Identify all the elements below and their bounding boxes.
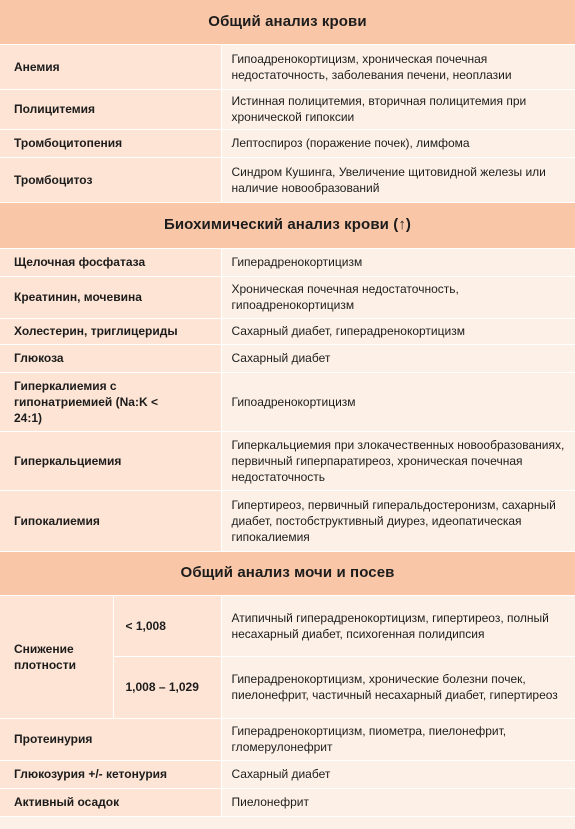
table-row-creatinine xyxy=(0,276,575,318)
table-row-hyperkalemia xyxy=(0,372,575,431)
row-label: Гиперкальциемия xyxy=(0,431,221,490)
row-value: Гиперадренокортицизм xyxy=(221,248,575,276)
row-value: Синдром Кушинга, Увеличение щитовидной железы или наличие новообразований xyxy=(221,157,575,202)
density-range: 1,008 – 1,029 xyxy=(113,656,221,718)
row-value: Гипоадренокортицизм xyxy=(221,372,575,431)
row-label: Гипокалиемия xyxy=(0,490,221,551)
row-label: Холестерин, триглицериды xyxy=(0,318,221,344)
row-value: Сахарный диабет, гиперадренокортицизм xyxy=(221,318,575,344)
table-row-glucosuria xyxy=(0,760,575,788)
row-value: Сахарный диабет xyxy=(221,760,575,788)
row-value: Атипичный гиперадренокортицизм, гипертиреоз, полный несахарный диабет, психогенная полидипсия xyxy=(221,595,575,656)
table-row-hypercalcemia xyxy=(0,431,575,490)
table-row-alkaline-phosphatase xyxy=(0,248,575,276)
table-row-thrombocytopenia xyxy=(0,129,575,157)
section-title-urine: Общий анализ мочи и посев xyxy=(0,551,575,595)
table-row-anemia xyxy=(0,44,575,89)
row-label: Щелочная фосфатаза xyxy=(0,248,221,276)
table-row-thrombocytosis xyxy=(0,157,575,202)
table-row-cholesterol xyxy=(0,318,575,344)
row-label: Тромбоцитопения xyxy=(0,129,221,157)
row-value: Гипоадренокортицизм, хроническая почечная недостаточность, заболевания печени, неоплазии xyxy=(221,44,575,89)
table-row-proteinuria xyxy=(0,718,575,760)
row-label: Полицитемия xyxy=(0,89,221,129)
row-label: Анемия xyxy=(0,44,221,89)
row-label: Тромбоцитоз xyxy=(0,157,221,202)
row-value: Хроническая почечная недостаточность, гипоадренокортицизм xyxy=(221,276,575,318)
section-header-biochem xyxy=(0,202,575,248)
table-row-sediment xyxy=(0,788,575,816)
table-row-density-low xyxy=(0,595,575,656)
row-label: Снижение плотности xyxy=(0,595,113,718)
row-value: Пиелонефрит xyxy=(221,788,575,816)
row-value: Гипертиреоз, первичный гиперальдостеронизм, сахарный диабет, постобструктивный диурез, идеопатическая гипокалиемия xyxy=(221,490,575,551)
section-header-blood xyxy=(0,0,575,44)
row-value: Сахарный диабет xyxy=(221,344,575,372)
table-row-glucose xyxy=(0,344,575,372)
row-value: Гиперкальциемия при злокачественных новообразованиях, первичный гиперпаратиреоз, хроническая почечная недостаточность xyxy=(221,431,575,490)
table-row-polycythemia xyxy=(0,89,575,129)
row-label: Активный осадок xyxy=(0,788,221,816)
row-value: Гиперадренокортицизм, пиометра, пиелонефрит, гломерулонефрит xyxy=(221,718,575,760)
row-label: Глюкоза xyxy=(0,344,221,372)
table-row-hypokalemia xyxy=(0,490,575,551)
density-range: < 1,008 xyxy=(113,595,221,656)
row-value: Гиперадренокортицизм, хронические болезни почек, пиелонефрит, частичный несахарный диабет, гипертиреоз xyxy=(221,656,575,718)
section-title-blood: Общий анализ крови xyxy=(0,0,575,44)
row-label: Глюкозурия +/- кетонурия xyxy=(0,760,221,788)
row-label: Гиперкалиемия с гипонатриемией (Na:K < 24:1) xyxy=(0,372,221,431)
row-value: Истинная полицитемия, вторичная полицитемия при хронической гипоксии xyxy=(221,89,575,129)
row-label: Протеинурия xyxy=(0,718,221,760)
row-value: Лептоспироз (поражение почек), лимфома xyxy=(221,129,575,157)
row-label: Креатинин, мочевина xyxy=(0,276,221,318)
section-header-urine xyxy=(0,551,575,595)
section-title-biochem: Биохимический анализ крови (↑) xyxy=(0,202,575,248)
